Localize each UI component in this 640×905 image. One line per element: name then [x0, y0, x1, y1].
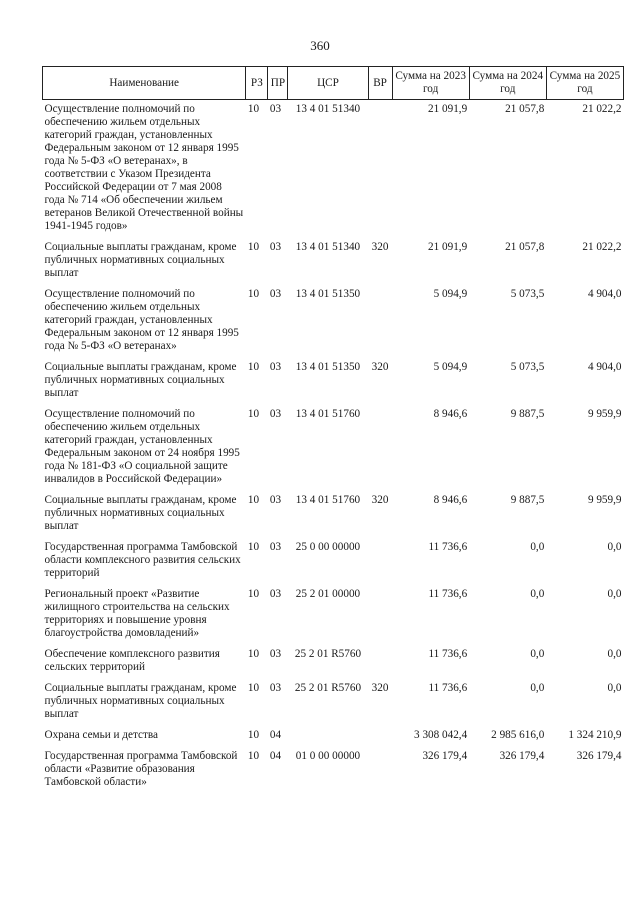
row-rz: 10	[247, 361, 260, 373]
row-pr: 03	[269, 361, 282, 373]
row-sum-2024: 0,0	[530, 541, 545, 553]
row-vr	[368, 100, 392, 242]
row-csr: 13 4 01 51350	[295, 361, 361, 373]
table-row	[43, 494, 624, 541]
row-rz: 10	[247, 648, 260, 660]
row-vr	[368, 541, 392, 588]
row-vr	[368, 288, 392, 361]
row-sum-2025: 0,0	[607, 588, 622, 600]
row-sum-2023: 11 736,6	[428, 648, 468, 660]
row-pr: 03	[269, 103, 282, 115]
row-sum-2025: 4 904,0	[587, 288, 622, 300]
row-name: Социальные выплаты гражданам, кроме публичных нормативных социальных выплат	[44, 241, 237, 279]
row-sum-2023: 11 736,6	[428, 588, 468, 600]
table-row	[43, 648, 624, 682]
row-pr: 03	[269, 408, 282, 420]
page-number: 360	[310, 38, 330, 53]
row-sum-2025: 9 959,9	[587, 494, 622, 506]
row-rz: 10	[247, 103, 260, 115]
row-vr: 320	[371, 682, 389, 694]
row-csr: 25 2 01 00000	[295, 588, 361, 600]
row-rz: 10	[247, 682, 260, 694]
row-sum-2025: 9 959,9	[587, 408, 622, 420]
row-sum-2023: 8 946,6	[433, 408, 468, 420]
row-rz: 10	[247, 241, 260, 253]
row-vr	[368, 588, 392, 648]
row-pr: 03	[269, 494, 282, 506]
row-pr: 04	[269, 750, 282, 762]
row-sum-2024: 5 073,5	[510, 361, 545, 373]
row-sum-2024: 0,0	[530, 588, 545, 600]
row-csr: 13 4 01 51760	[295, 494, 361, 506]
row-name: Осуществление полномочий по обеспечению жильем отдельных категорий граждан, установленных Федеральным законом от 12 января 1995 года № 5-ФЗ «О ветеранах», в соответствии с Указом Президента Российской Федерации от 7 мая 2008 года № 714 «Об обеспечении жильем ветеранов Великой Отечественной войны 1941-1945 годов»	[44, 103, 244, 232]
table-row	[43, 100, 624, 242]
table-row	[43, 288, 624, 361]
header-csr: ЦСР	[288, 67, 368, 100]
row-name: Социальные выплаты гражданам, кроме публичных нормативных социальных выплат	[44, 682, 237, 720]
row-sum-2023: 21 091,9	[428, 241, 468, 253]
row-csr: 25 2 01 R5760	[294, 682, 362, 694]
row-sum-2025: 21 022,2	[582, 241, 622, 253]
row-name: Региональный проект «Развитие жилищного строительства на сельских территориях и повышение уровня благоустройства домовладений»	[44, 588, 230, 639]
row-rz: 10	[247, 729, 260, 741]
row-vr	[368, 648, 392, 682]
header-pr: ПР	[268, 67, 288, 100]
row-pr: 03	[269, 588, 282, 600]
row-rz: 10	[247, 288, 260, 300]
row-pr: 04	[269, 729, 282, 741]
table-row	[43, 408, 624, 494]
row-sum-2024: 0,0	[530, 648, 545, 660]
row-name: Осуществление полномочий по обеспечению жильем отдельных категорий граждан, установленных Федеральным законом от 24 ноября 1995 года № 181-ФЗ «О социальной защите инвалидов в Российской Федерации»	[44, 408, 240, 485]
table-row	[43, 750, 624, 797]
row-name: Охрана семьи и детства	[44, 729, 158, 741]
row-sum-2024: 21 057,8	[505, 103, 545, 115]
row-sum-2023: 11 736,6	[428, 541, 468, 553]
row-pr: 03	[269, 241, 282, 253]
header-sum-2023: Сумма на 2023 год	[392, 67, 469, 100]
row-sum-2024: 326 179,4	[499, 750, 545, 762]
row-rz: 10	[247, 494, 260, 506]
row-csr: 25 0 00 00000	[295, 541, 361, 553]
row-sum-2025: 0,0	[607, 648, 622, 660]
row-sum-2024: 9 887,5	[510, 408, 545, 420]
row-sum-2024: 2 985 616,0	[491, 729, 545, 741]
table-row	[43, 682, 624, 729]
row-vr	[368, 729, 392, 750]
header-vr: ВР	[368, 67, 392, 100]
row-sum-2025: 21 022,2	[582, 103, 622, 115]
row-name: Осуществление полномочий по обеспечению жильем отдельных категорий граждан, установленных Федеральным законом от 12 января 1995 года № 5-ФЗ «О ветеранах»	[44, 288, 239, 352]
row-rz: 10	[247, 750, 260, 762]
row-csr: 13 4 01 51350	[295, 288, 361, 300]
table-row	[43, 541, 624, 588]
row-rz: 10	[247, 541, 260, 553]
row-vr: 320	[371, 241, 389, 253]
row-sum-2024: 9 887,5	[510, 494, 545, 506]
row-csr	[288, 729, 368, 750]
row-sum-2024: 0,0	[530, 682, 545, 694]
row-vr: 320	[371, 494, 389, 506]
row-vr	[368, 750, 392, 797]
row-pr: 03	[269, 682, 282, 694]
row-vr: 320	[371, 361, 389, 373]
budget-table	[42, 66, 624, 797]
row-sum-2023: 21 091,9	[428, 103, 468, 115]
row-rz: 10	[247, 588, 260, 600]
row-sum-2025: 0,0	[607, 541, 622, 553]
row-name: Государственная программа Тамбовской области комплексного развития сельских территорий	[44, 541, 241, 579]
row-csr: 01 0 00 00000	[295, 750, 361, 762]
row-csr: 13 4 01 51760	[295, 408, 361, 420]
header-sum-2025: Сумма на 2025 год	[546, 67, 623, 100]
row-sum-2025: 0,0	[607, 682, 622, 694]
row-vr	[368, 408, 392, 494]
table-row	[43, 729, 624, 750]
row-pr: 03	[269, 288, 282, 300]
row-sum-2023: 3 308 042,4	[414, 729, 468, 741]
table-header-row	[43, 67, 624, 100]
header-rz: РЗ	[246, 67, 268, 100]
row-csr: 13 4 01 51340	[295, 103, 361, 115]
row-rz: 10	[247, 408, 260, 420]
row-name: Обеспечение комплексного развития сельских территорий	[44, 648, 220, 673]
table-row	[43, 241, 624, 288]
row-sum-2023: 11 736,6	[428, 682, 468, 694]
table-row	[43, 361, 624, 408]
row-name: Социальные выплаты гражданам, кроме публичных нормативных социальных выплат	[44, 494, 237, 532]
row-pr: 03	[269, 648, 282, 660]
header-sum-2024: Сумма на 2024 год	[469, 67, 546, 100]
row-name: Социальные выплаты гражданам, кроме публичных нормативных социальных выплат	[44, 361, 237, 399]
row-pr: 03	[269, 541, 282, 553]
row-sum-2023: 8 946,6	[433, 494, 468, 506]
row-sum-2024: 21 057,8	[505, 241, 545, 253]
row-csr: 13 4 01 51340	[295, 241, 361, 253]
row-sum-2025: 4 904,0	[587, 361, 622, 373]
header-name: Наименование	[43, 67, 246, 100]
row-sum-2023: 5 094,9	[433, 288, 468, 300]
row-sum-2023: 326 179,4	[422, 750, 468, 762]
row-sum-2025: 1 324 210,9	[568, 729, 622, 741]
row-sum-2023: 5 094,9	[433, 361, 468, 373]
row-sum-2024: 5 073,5	[510, 288, 545, 300]
table-row	[43, 588, 624, 648]
row-csr: 25 2 01 R5760	[294, 648, 362, 660]
row-sum-2025: 326 179,4	[576, 750, 622, 762]
row-name: Государственная программа Тамбовской области «Развитие образования Тамбовской области»	[44, 750, 238, 788]
